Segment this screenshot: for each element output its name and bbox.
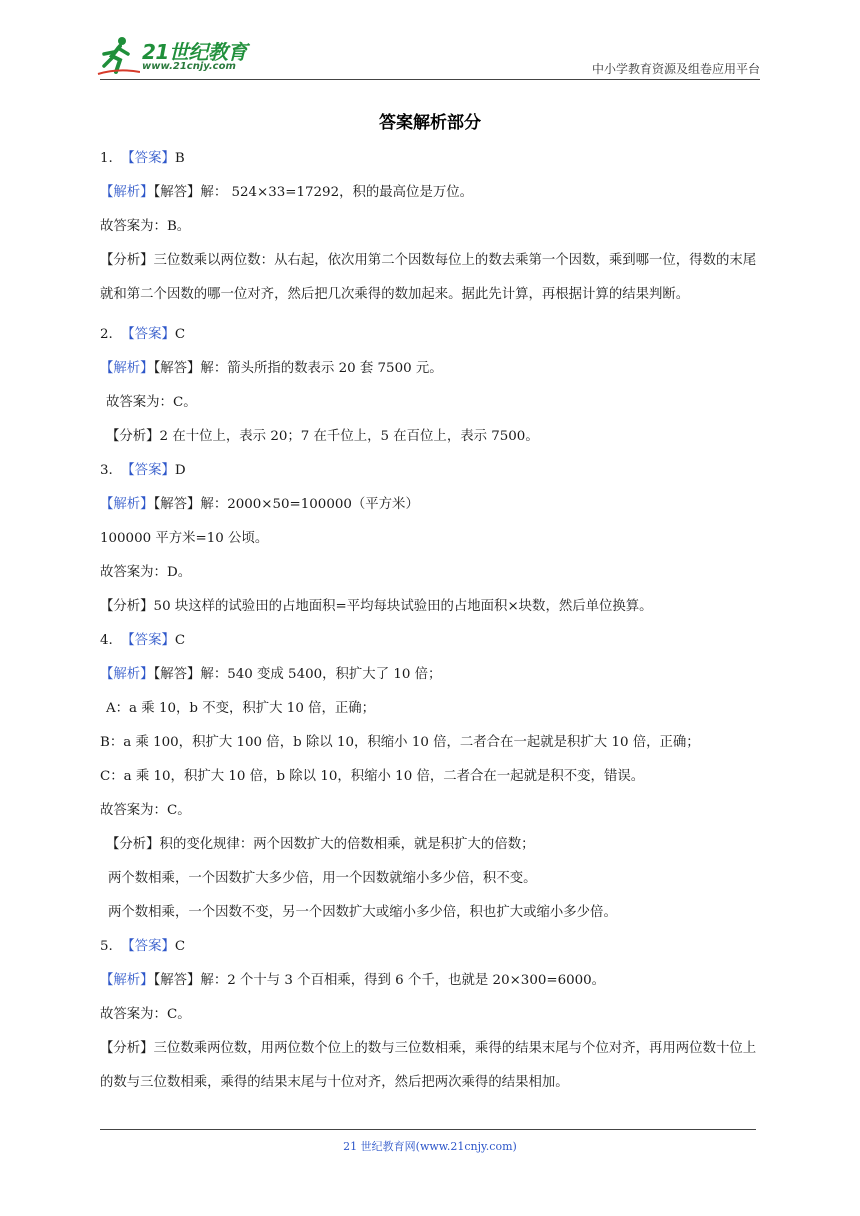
answer-line: 5. 【答案】C bbox=[100, 939, 186, 954]
option-line: A：a 乘 10，b 不变，积扩大 10 倍，正确； bbox=[106, 701, 376, 716]
answer-line: 1. 【答案】B bbox=[100, 151, 185, 166]
analysis-line: 【解析】【解答】解： 524×33=17292，积的最高位是万位。 bbox=[100, 185, 474, 200]
page-title: 答案解析部分 bbox=[379, 113, 481, 133]
analysis-line: 【解析】【解答】解：2 个十与 3 个百相乘，得到 6 个千，也就是 20×300=6000。 bbox=[100, 973, 606, 988]
explanation-line: 两个数相乘，一个因数扩大多少倍，用一个因数就缩小多少倍，积不变。 bbox=[108, 871, 537, 886]
analysis-line: 【解析】【解答】解：540 变成 5400，积扩大了 10 倍； bbox=[100, 667, 442, 682]
header-divider bbox=[100, 79, 760, 80]
answer-line: 3. 【答案】D bbox=[100, 463, 186, 478]
answer-line: 4. 【答案】C bbox=[100, 633, 186, 648]
analysis-line: 【解析】【解答】解：2000×50=100000（平方米） bbox=[100, 497, 419, 512]
footer-divider bbox=[100, 1129, 756, 1130]
logo-url: www.21cnjy.com bbox=[142, 61, 236, 72]
explanation-paragraph: 【分析】三位数乘两位数，用两位数个位上的数与三位数相乘，乘得的结果末尾与个位对齐，再用两位数十位上的数与三位数相乘，乘得的结果末尾与十位对齐，然后把两次乘得的结果相加。 bbox=[100, 1041, 757, 1090]
footer-link[interactable]: 21 世纪教育网(www.21cnjy.com) bbox=[343, 1140, 517, 1153]
runner-logo-icon bbox=[96, 34, 140, 78]
explanation-line: 【分析】积的变化规律：两个因数扩大的倍数相乘，就是积扩大的倍数； bbox=[106, 837, 535, 852]
explanation-paragraph: 【分析】三位数乘以两位数：从右起，依次用第二个因数每位上的数去乘第一个因数，乘到哪一位，得数的末尾就和第二个因数的哪一位对齐，然后把几次乘得的数加起来。据此先计算，再根据计算的结果判断。 bbox=[100, 253, 757, 302]
answer-content bbox=[100, 148, 764, 1112]
answer-line: 2. 【答案】C bbox=[100, 327, 186, 342]
page-header bbox=[0, 0, 860, 90]
option-line: B：a 乘 100，积扩大 100 倍，b 除以 10，积缩小 10 倍，二者合在一起就是积扩大 10 倍，正确； bbox=[100, 735, 700, 750]
calculation-line: 100000 平方米=10 公顷。 bbox=[100, 531, 269, 546]
platform-label: 中小学教育资源及组卷应用平台 bbox=[591, 62, 760, 76]
option-line: C：a 乘 10，积扩大 10 倍，b 除以 10，积缩小 10 倍，二者合在一起就是积不变，错误。 bbox=[100, 769, 645, 784]
explanation-line: 两个数相乘，一个因数不变，另一个因数扩大或缩小多少倍，积也扩大或缩小多少倍。 bbox=[108, 905, 617, 920]
analysis-line: 【解析】【解答】解：箭头所指的数表示 20 套 7500 元。 bbox=[100, 361, 443, 376]
logo-text: 21世纪教育 bbox=[142, 40, 247, 64]
conclusion-line: 故答案为：C。 bbox=[106, 395, 197, 410]
conclusion-line: 故答案为：C。 bbox=[100, 803, 191, 818]
conclusion-line: 故答案为：D。 bbox=[100, 565, 192, 580]
explanation-line: 【分析】50 块这样的试验田的占地面积=平均每块试验田的占地面积×块数，然后单位换算。 bbox=[100, 599, 653, 614]
conclusion-line: 故答案为：B。 bbox=[100, 219, 191, 234]
explanation-line: 【分析】2 在十位上，表示 20；7 在千位上，5 在百位上，表示 7500。 bbox=[106, 429, 539, 444]
logo bbox=[96, 34, 266, 78]
conclusion-line: 故答案为：C。 bbox=[100, 1007, 191, 1022]
